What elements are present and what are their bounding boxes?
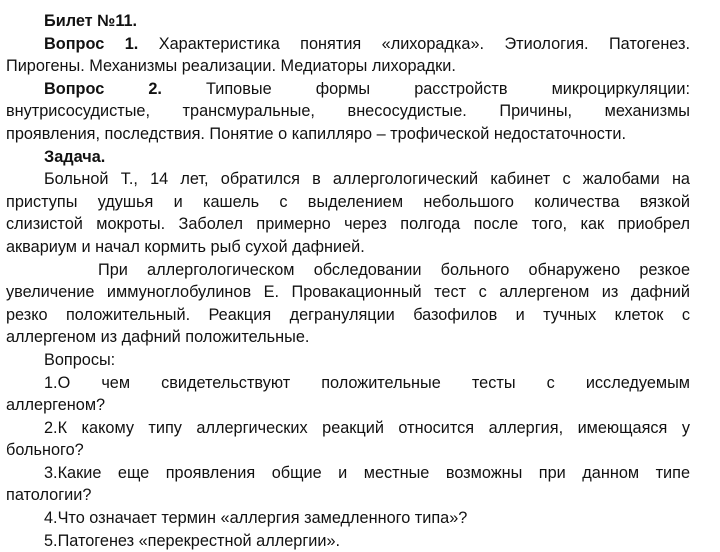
question-item-cont: больного? xyxy=(6,441,84,460)
task-label: Задача. xyxy=(44,147,106,166)
question-item: 2.К какому типу аллергических реакций относится аллергия, имеющаяся у xyxy=(44,418,690,437)
exam-line: аллергеном из дафний положительные. xyxy=(6,328,310,347)
question-item-cont: патологии? xyxy=(6,486,92,505)
question-item-cont: аллергеном? xyxy=(6,396,106,415)
task-line: слизистой мокроты. Заболел примерно через полгода после того, как приобрел xyxy=(6,215,690,234)
question-item: 3.Какие еще проявления общие и местные возможны при данном типе xyxy=(44,463,690,482)
question-item: 4.Что означает термин «аллергия замедленного типа»? xyxy=(44,509,468,528)
task-line: приступы удушья и кашель с выделением небольшого количества вязкой xyxy=(6,192,690,211)
question-2-line-1: Вопрос 2. Типовые формы расстройств микроциркуляции: xyxy=(44,79,690,98)
question-1-label: Вопрос 1. xyxy=(44,34,139,53)
exam-line: При аллергологическом обследовании больного обнаружено резкое xyxy=(98,260,690,279)
question-item: 5.Патогенез «перекрестной аллергии». xyxy=(44,531,341,550)
task-line: аквариум и начал кормить рыб сухой дафнией. xyxy=(6,237,365,256)
exam-line: увеличение иммуноглобулинов Е. Провакационный тест с аллергеном из дафний xyxy=(6,283,690,302)
task-line: Больной Т., 14 лет, обратился в аллергологический кабинет с жалобами на xyxy=(44,170,690,189)
exam-line: резко положительный. Реакция дегрануляции базофилов и тучных клеток с xyxy=(6,305,690,324)
question-2-label: Вопрос 2. xyxy=(44,79,162,98)
question-1-line-1: Вопрос 1. Характеристика понятия «лихорадка». Этиология. Патогенез. xyxy=(44,34,690,53)
ticket-title: Билет №11. xyxy=(44,12,138,30)
question-2-line-2: внутрисосудистые, трансмуральные, внесосудистые. Причины, механизмы xyxy=(6,102,690,121)
question-2-line-3: проявления, последствия. Понятие о капилляро – трофической недостаточности. xyxy=(6,124,626,143)
questions-label: Вопросы: xyxy=(44,350,116,369)
question-1-line-2: Пирогены. Механизмы реализации. Медиаторы лихорадки. xyxy=(6,57,456,76)
question-item: 1.О чем свидетельствуют положительные тесты с исследуемым xyxy=(44,373,690,392)
